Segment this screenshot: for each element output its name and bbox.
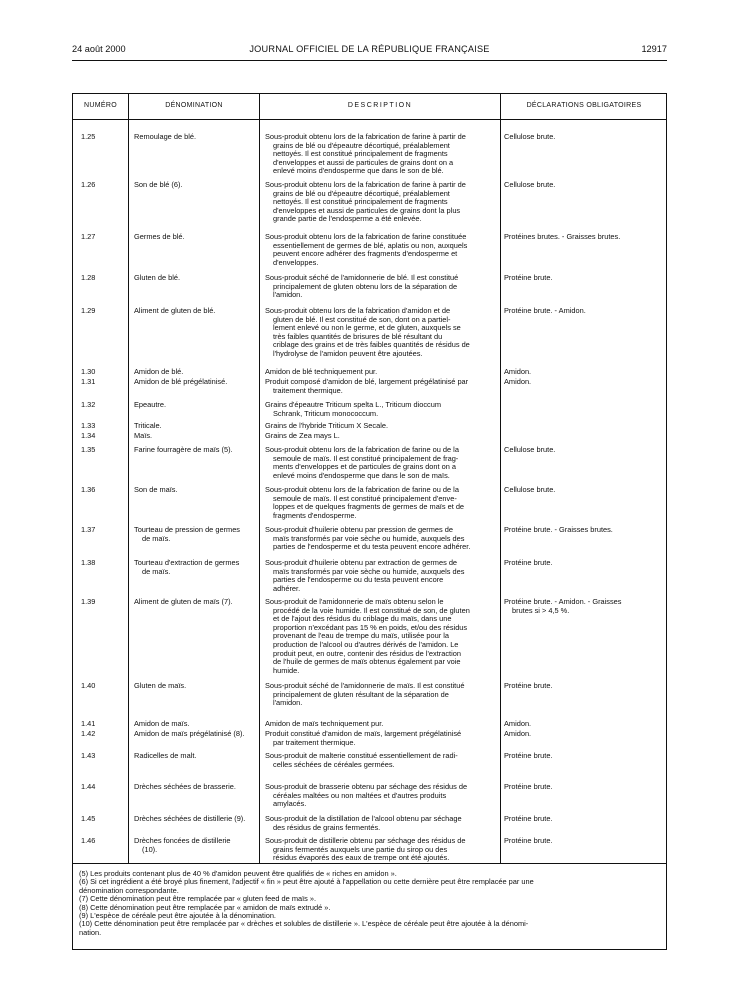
footnote: (5) Les produits contenant plus de 40 % d'amidon peuvent être qualifiés de « riches en amidon ».	[79, 869, 397, 878]
header-divider	[73, 119, 666, 120]
row-declarations-line: brutes si > 4,5 %.	[512, 605, 570, 615]
row-description-line: Sous-produit de brasserie obtenu par séchage des résidus de	[265, 782, 468, 791]
row-denomination	[134, 274, 256, 283]
row-description-line: Grains de Zea mays L.	[265, 431, 340, 440]
row-declarations-line: Amidon.	[504, 377, 532, 386]
row-number: 1.40	[81, 681, 96, 690]
row-denomination	[134, 720, 256, 729]
row-declarations	[504, 368, 662, 377]
row-declarations	[504, 815, 662, 824]
row-declarations	[504, 486, 662, 495]
row-declarations-line: Protéine brute. - Amidon.	[504, 306, 586, 315]
row-declarations-line: Protéine brute. - Graisses brutes.	[504, 525, 613, 534]
row-denomination-line: Amidon de blé.	[134, 367, 184, 376]
row-description-line: lement enlevé ou non le germe, et de gluten, auxquels se	[273, 323, 461, 333]
column-header-denomination: DÉNOMINATION	[165, 102, 223, 109]
row-description-line: traitement thermique.	[273, 385, 343, 395]
row-description-line: provenant de l'eau de trempe du maïs, utilisée pour la	[273, 631, 450, 641]
row-description-line: Schrank, Triticum monococcum.	[273, 408, 379, 418]
row-declarations-line: Cellulose brute.	[504, 445, 556, 454]
row-description-line: semoule de maïs. Il est constitué principalement de frag-	[273, 453, 459, 463]
row-denomination-line: Farine fourragère de maïs (5).	[134, 445, 233, 454]
row-description-line: essentiellement de germes de blé, aplatis ou non, auxquels	[273, 240, 468, 250]
row-denomination	[134, 526, 256, 543]
row-description	[265, 486, 495, 520]
row-denomination	[134, 432, 256, 441]
row-description-line: humide.	[273, 665, 300, 675]
page-number: 12917	[641, 44, 667, 54]
footnote: (8) Cette dénomination peut être remplacée par « amidon de maïs extrudé ».	[79, 902, 331, 912]
row-declarations-line: Cellulose brute.	[504, 485, 556, 494]
row-declarations-line: Protéine brute.	[504, 751, 553, 760]
row-number: 1.32	[81, 400, 96, 409]
row-denomination-line: Amidon de maïs prégélatinisé (8).	[134, 729, 245, 738]
row-denomination-line: Radicelles de malt.	[134, 751, 197, 760]
row-description-line: criblage des grains et de très faibles quantités de résidus de	[273, 340, 470, 350]
row-description	[265, 682, 495, 708]
column-divider	[259, 94, 260, 863]
row-denomination	[134, 307, 256, 316]
row-denomination	[134, 378, 256, 387]
row-description-line: Sous-produit obtenu lors de la fabrication de farine à partir de	[265, 180, 466, 189]
row-description	[265, 233, 495, 267]
row-declarations	[504, 682, 662, 691]
row-description	[265, 446, 495, 480]
row-denomination-line: Drèches séchées de distillerie (9).	[134, 814, 246, 823]
row-description-line: loppes et de quelques fragments de germes de maïs et de	[273, 502, 465, 512]
row-number: 1.28	[81, 273, 96, 282]
row-description-line: d'enveloppes et aussi de particules de grains dont on a	[273, 157, 454, 167]
row-declarations	[504, 181, 662, 190]
row-declarations	[504, 720, 662, 729]
row-number: 1.35	[81, 445, 96, 454]
row-declarations	[504, 730, 662, 739]
row-description	[265, 274, 495, 300]
row-declarations-line: Protéine brute. - Amidon. - Graisses	[504, 597, 622, 606]
row-description-line: procédé de la voie humide. Il est constitué de son, de gluten	[273, 605, 470, 615]
row-number: 1.42	[81, 729, 96, 738]
row-number: 1.33	[81, 421, 96, 430]
row-declarations	[504, 307, 662, 316]
column-header-numero: NUMÉRO	[84, 102, 117, 109]
notes-divider	[73, 863, 666, 864]
row-number: 1.43	[81, 751, 96, 760]
row-denomination	[134, 815, 256, 824]
row-declarations	[504, 837, 662, 846]
row-declarations	[504, 274, 662, 283]
row-description-line: produit peut, en outre, contenir des résidus de l'extraction	[273, 648, 461, 658]
row-denomination-line: Amidon de blé prégélatinisé.	[134, 377, 228, 386]
column-divider	[128, 94, 129, 863]
row-declarations-line: Protéine brute.	[504, 782, 553, 791]
row-description-line: d'enveloppes et aussi de particules de grains dont la plus	[273, 205, 461, 215]
row-denomination-line: Tourteau d'extraction de germes	[134, 558, 240, 567]
row-declarations	[504, 559, 662, 568]
row-description-line: Amidon de blé techniquement pur.	[265, 367, 378, 376]
row-denomination	[134, 486, 256, 495]
row-description-line: Sous-produit séché de l'amidonnerie de maïs. Il est constitué	[265, 681, 465, 690]
row-description-line: l'amidon.	[273, 290, 303, 300]
row-number: 1.26	[81, 180, 96, 189]
row-description-line: l'hydrolyse de l'amidon peuvent être ajoutées.	[273, 348, 423, 358]
row-description	[265, 422, 495, 431]
row-description-line: Grains de l'hybride Triticum X Secale.	[265, 421, 388, 430]
row-description-line: grains de blé ou d'épeautre décortiqué, préalablement	[273, 140, 450, 150]
row-description-line: adhérer.	[273, 583, 301, 593]
row-denomination	[134, 682, 256, 691]
row-description-line: parties de l'endosperme et du testa peuvent encore adhérer.	[273, 542, 471, 552]
row-description-line: de l'huile de germes de maïs obtenus également par voie	[273, 657, 461, 667]
row-description	[265, 133, 495, 176]
row-declarations-line: Protéine brute.	[504, 836, 553, 845]
row-declarations	[504, 378, 662, 387]
row-denomination	[134, 752, 256, 761]
row-number: 1.41	[81, 719, 96, 728]
row-number: 1.44	[81, 782, 96, 791]
row-declarations-line: Protéines brutes. - Graisses brutes.	[504, 232, 621, 241]
footnote: dénomination correspondante.	[79, 885, 179, 895]
row-description-line: Sous-produit obtenu lors de la fabrication de farine ou de la	[265, 485, 459, 494]
row-description	[265, 598, 495, 675]
row-description-line: Sous-produit de distillerie obtenu par séchage des résidus de	[265, 836, 466, 845]
journal-title: JOURNAL OFFICIEL DE LA RÉPUBLIQUE FRANÇAISE	[249, 44, 490, 54]
row-description-line: principalement de gluten résultant de la séparation de	[273, 689, 449, 699]
row-description	[265, 432, 495, 441]
row-denomination-line: Drèches séchées de brasserie.	[134, 782, 236, 791]
row-description-line: principalement de gluten obtenu lors de la séparation de	[273, 281, 458, 291]
footnotes	[79, 870, 659, 937]
row-description-line: amylacés.	[273, 799, 307, 809]
page-header	[72, 44, 667, 58]
row-number: 1.46	[81, 836, 96, 845]
row-description-line: proportion n'excédant pas 15 % en poids, et/ou des résidus	[273, 622, 468, 632]
row-declarations-line: Amidon.	[504, 729, 532, 738]
row-description	[265, 401, 495, 418]
row-declarations-line: Cellulose brute.	[504, 180, 556, 189]
row-denomination	[134, 181, 256, 190]
row-denomination-line: Maïs.	[134, 431, 153, 440]
row-denomination-line: Gluten de blé.	[134, 273, 181, 282]
row-number: 1.38	[81, 558, 96, 567]
row-denomination	[134, 368, 256, 377]
row-description-line: maïs transformés par voie sèche ou humide, auxquels des	[273, 566, 465, 576]
row-description-line: l'amidon.	[273, 698, 303, 708]
row-description	[265, 720, 495, 729]
row-description-line: nettoyés. Il est constitué principalement de fragments	[273, 197, 448, 207]
row-description-line: céréales maltées ou non maltées et d'autres produits	[273, 790, 447, 800]
row-description	[265, 559, 495, 593]
row-declarations-line: Amidon.	[504, 367, 532, 376]
row-description-line: peuvent encore adhérer des fragments d'endosperme et	[273, 249, 458, 259]
row-description	[265, 181, 495, 224]
row-denomination-line: Gluten de maïs.	[134, 681, 187, 690]
row-description-line: maïs transformés par voie sèche ou humide, auxquels des	[273, 533, 465, 543]
row-denomination	[134, 559, 256, 576]
row-description	[265, 815, 495, 832]
footnote: (9) L'espèce de céréale peut être ajoutée à la dénomination.	[79, 911, 276, 921]
row-description-line: parties de l'endosperme ou du testa peuvent encore	[273, 575, 444, 585]
row-description-line: grains fermentés auxquels une partie du sirop ou des	[273, 844, 448, 854]
row-denomination	[134, 730, 256, 739]
row-description-line: Sous-produit de malterie constitué essentiellement de radi-	[265, 751, 458, 760]
row-description	[265, 752, 495, 769]
row-description-line: très faibles quantités de brisures de blé résultant du	[273, 331, 443, 341]
row-denomination-line: de maïs.	[142, 533, 171, 543]
row-description-line: résidus évaporés des eaux de trempe ont été ajoutés.	[273, 853, 450, 863]
row-description-line: d'enveloppes.	[273, 257, 319, 267]
row-denomination	[134, 233, 256, 242]
row-denomination-line: (10).	[142, 844, 158, 854]
row-denomination-line: de maïs.	[142, 566, 171, 576]
row-denomination-line: Drèches foncées de distillerie	[134, 836, 231, 845]
row-number: 1.34	[81, 431, 96, 440]
row-declarations	[504, 233, 662, 242]
row-number: 1.27	[81, 232, 96, 241]
row-description-line: Sous-produit d'huilerie obtenu par extraction de germes de	[265, 558, 458, 567]
header-rule	[72, 60, 667, 61]
row-denomination	[134, 422, 256, 431]
row-denomination	[134, 133, 256, 142]
row-description-line: nettoyés. Il est constitué principalement de fragments	[273, 149, 448, 159]
row-description-line: Sous-produit de l'amidonnerie de maïs obtenu selon le	[265, 597, 444, 606]
footnote: (6) Si cet ingrédient a été broyé plus finement, l'adjectif « fin » peut être ajouté à l'appellation ou cette dernière peut être remplacée par une	[79, 877, 534, 887]
row-declarations-line: Protéine brute.	[504, 681, 553, 690]
row-denomination	[134, 783, 256, 792]
row-description-line: semoule de maïs. Il est constitué principalement d'enve-	[273, 493, 457, 503]
row-denomination-line: Epeautre.	[134, 400, 167, 409]
row-description-line: fragments d'endosperme.	[273, 510, 357, 520]
row-denomination-line: Aliment de gluten de maïs (7).	[134, 597, 233, 606]
row-declarations	[504, 783, 662, 792]
row-denomination-line: Germes de blé.	[134, 232, 185, 241]
row-denomination	[134, 837, 256, 854]
row-number: 1.37	[81, 525, 96, 534]
row-denomination	[134, 446, 256, 455]
row-denomination-line: Aliment de gluten de blé.	[134, 306, 216, 315]
row-description-line: Sous-produit de la distillation de l'alcool obtenu par séchage	[265, 814, 462, 823]
row-description	[265, 837, 495, 863]
row-description-line: Sous-produit obtenu lors de la fabrication de farine ou de la	[265, 445, 459, 454]
row-description-line: Sous-produit obtenu lors de la fabrication d'amidon et de	[265, 306, 451, 315]
feed-materials-table	[72, 93, 667, 950]
row-description-line: gluten de blé. Il est constitué de son, dont on a partiel-	[273, 314, 451, 324]
row-denomination	[134, 598, 256, 607]
footnote: (10) Cette dénomination peut être remplacée par « drèches et solubles de distillerie ». L'espèce de céréale peut être ajoutée à la dénomi-	[79, 919, 529, 929]
row-description-line: enlevé moins d'endosperme que dans le son de maïs.	[273, 470, 450, 480]
row-description-line: Grains d'épeautre Triticum spelta L., Triticum dioccum	[265, 400, 441, 409]
row-description-line: Sous-produit d'huilerie obtenu par pression de germes de	[265, 525, 453, 534]
row-description	[265, 526, 495, 552]
row-description-line: celles séchées de céréales germées.	[273, 759, 395, 769]
issue-date: 24 août 2000	[72, 44, 126, 54]
row-declarations	[504, 598, 662, 615]
row-declarations-line: Protéine brute.	[504, 558, 553, 567]
row-description-line: Produit constitué d'amidon de maïs, largement prégélatinisé	[265, 729, 462, 738]
row-description-line: enlevé moins d'endosperme que dans le son de blé.	[273, 166, 444, 176]
row-description	[265, 730, 495, 747]
row-description-line: Sous-produit obtenu lors de la fabrication de farine constituée	[265, 232, 467, 241]
row-description-line: Amidon de maïs techniquement pur.	[265, 719, 384, 728]
row-description-line: des résidus de grains fermentés.	[273, 822, 381, 832]
row-declarations-line: Protéine brute.	[504, 273, 553, 282]
row-description-line: ments d'enveloppes et de particules de grains dont on a	[273, 462, 457, 472]
row-description-line: et de l'ajout des résidus du criblage du maïs, dans une	[273, 614, 452, 624]
row-number: 1.25	[81, 132, 96, 141]
row-number: 1.31	[81, 377, 96, 386]
row-denomination-line: Son de blé (6).	[134, 180, 183, 189]
row-declarations-line: Amidon.	[504, 719, 532, 728]
row-declarations	[504, 133, 662, 142]
row-description-line: Sous-produit obtenu lors de la fabrication de farine à partir de	[265, 132, 466, 141]
row-declarations	[504, 446, 662, 455]
row-number: 1.36	[81, 485, 96, 494]
row-declarations	[504, 526, 662, 535]
row-denomination	[134, 401, 256, 410]
row-number: 1.39	[81, 597, 96, 606]
row-denomination-line: Amidon de maïs.	[134, 719, 190, 728]
row-description-line: grains de blé ou d'épeautre décortiqué, préalablement	[273, 188, 450, 198]
row-description-line: Produit composé d'amidon de blé, largement prégélatinisé par	[265, 377, 469, 386]
column-header-description: DESCRIPTION	[347, 102, 413, 109]
row-description-line: grande partie de l'endosperme a été enlevée.	[273, 214, 422, 224]
column-divider	[500, 94, 501, 863]
row-description-line: production de l'alcool ou d'autres dérivés de l'amidon. Le	[273, 639, 459, 649]
row-number: 1.45	[81, 814, 96, 823]
row-description	[265, 368, 495, 377]
row-description	[265, 378, 495, 395]
row-description	[265, 783, 495, 809]
row-declarations-line: Protéine brute.	[504, 814, 553, 823]
footnote: nation.	[79, 927, 102, 937]
row-description-line: par traitement thermique.	[273, 737, 356, 747]
row-declarations	[504, 752, 662, 761]
row-number: 1.29	[81, 306, 96, 315]
row-description-line: Sous-produit séché de l'amidonnerie de blé. Il est constitué	[265, 273, 459, 282]
row-denomination-line: Triticale.	[134, 421, 162, 430]
column-header-declarations: DÉCLARATIONS OBLIGATOIRES	[526, 102, 642, 109]
row-number: 1.30	[81, 367, 96, 376]
footnote: (7) Cette dénomination peut être remplacée par « gluten feed de maïs ».	[79, 894, 317, 904]
row-denomination-line: Tourteau de pression de germes	[134, 525, 240, 534]
row-declarations-line: Cellulose brute.	[504, 132, 556, 141]
row-denomination-line: Remoulage de blé.	[134, 132, 197, 141]
row-denomination-line: Son de maïs.	[134, 485, 178, 494]
row-description	[265, 307, 495, 359]
